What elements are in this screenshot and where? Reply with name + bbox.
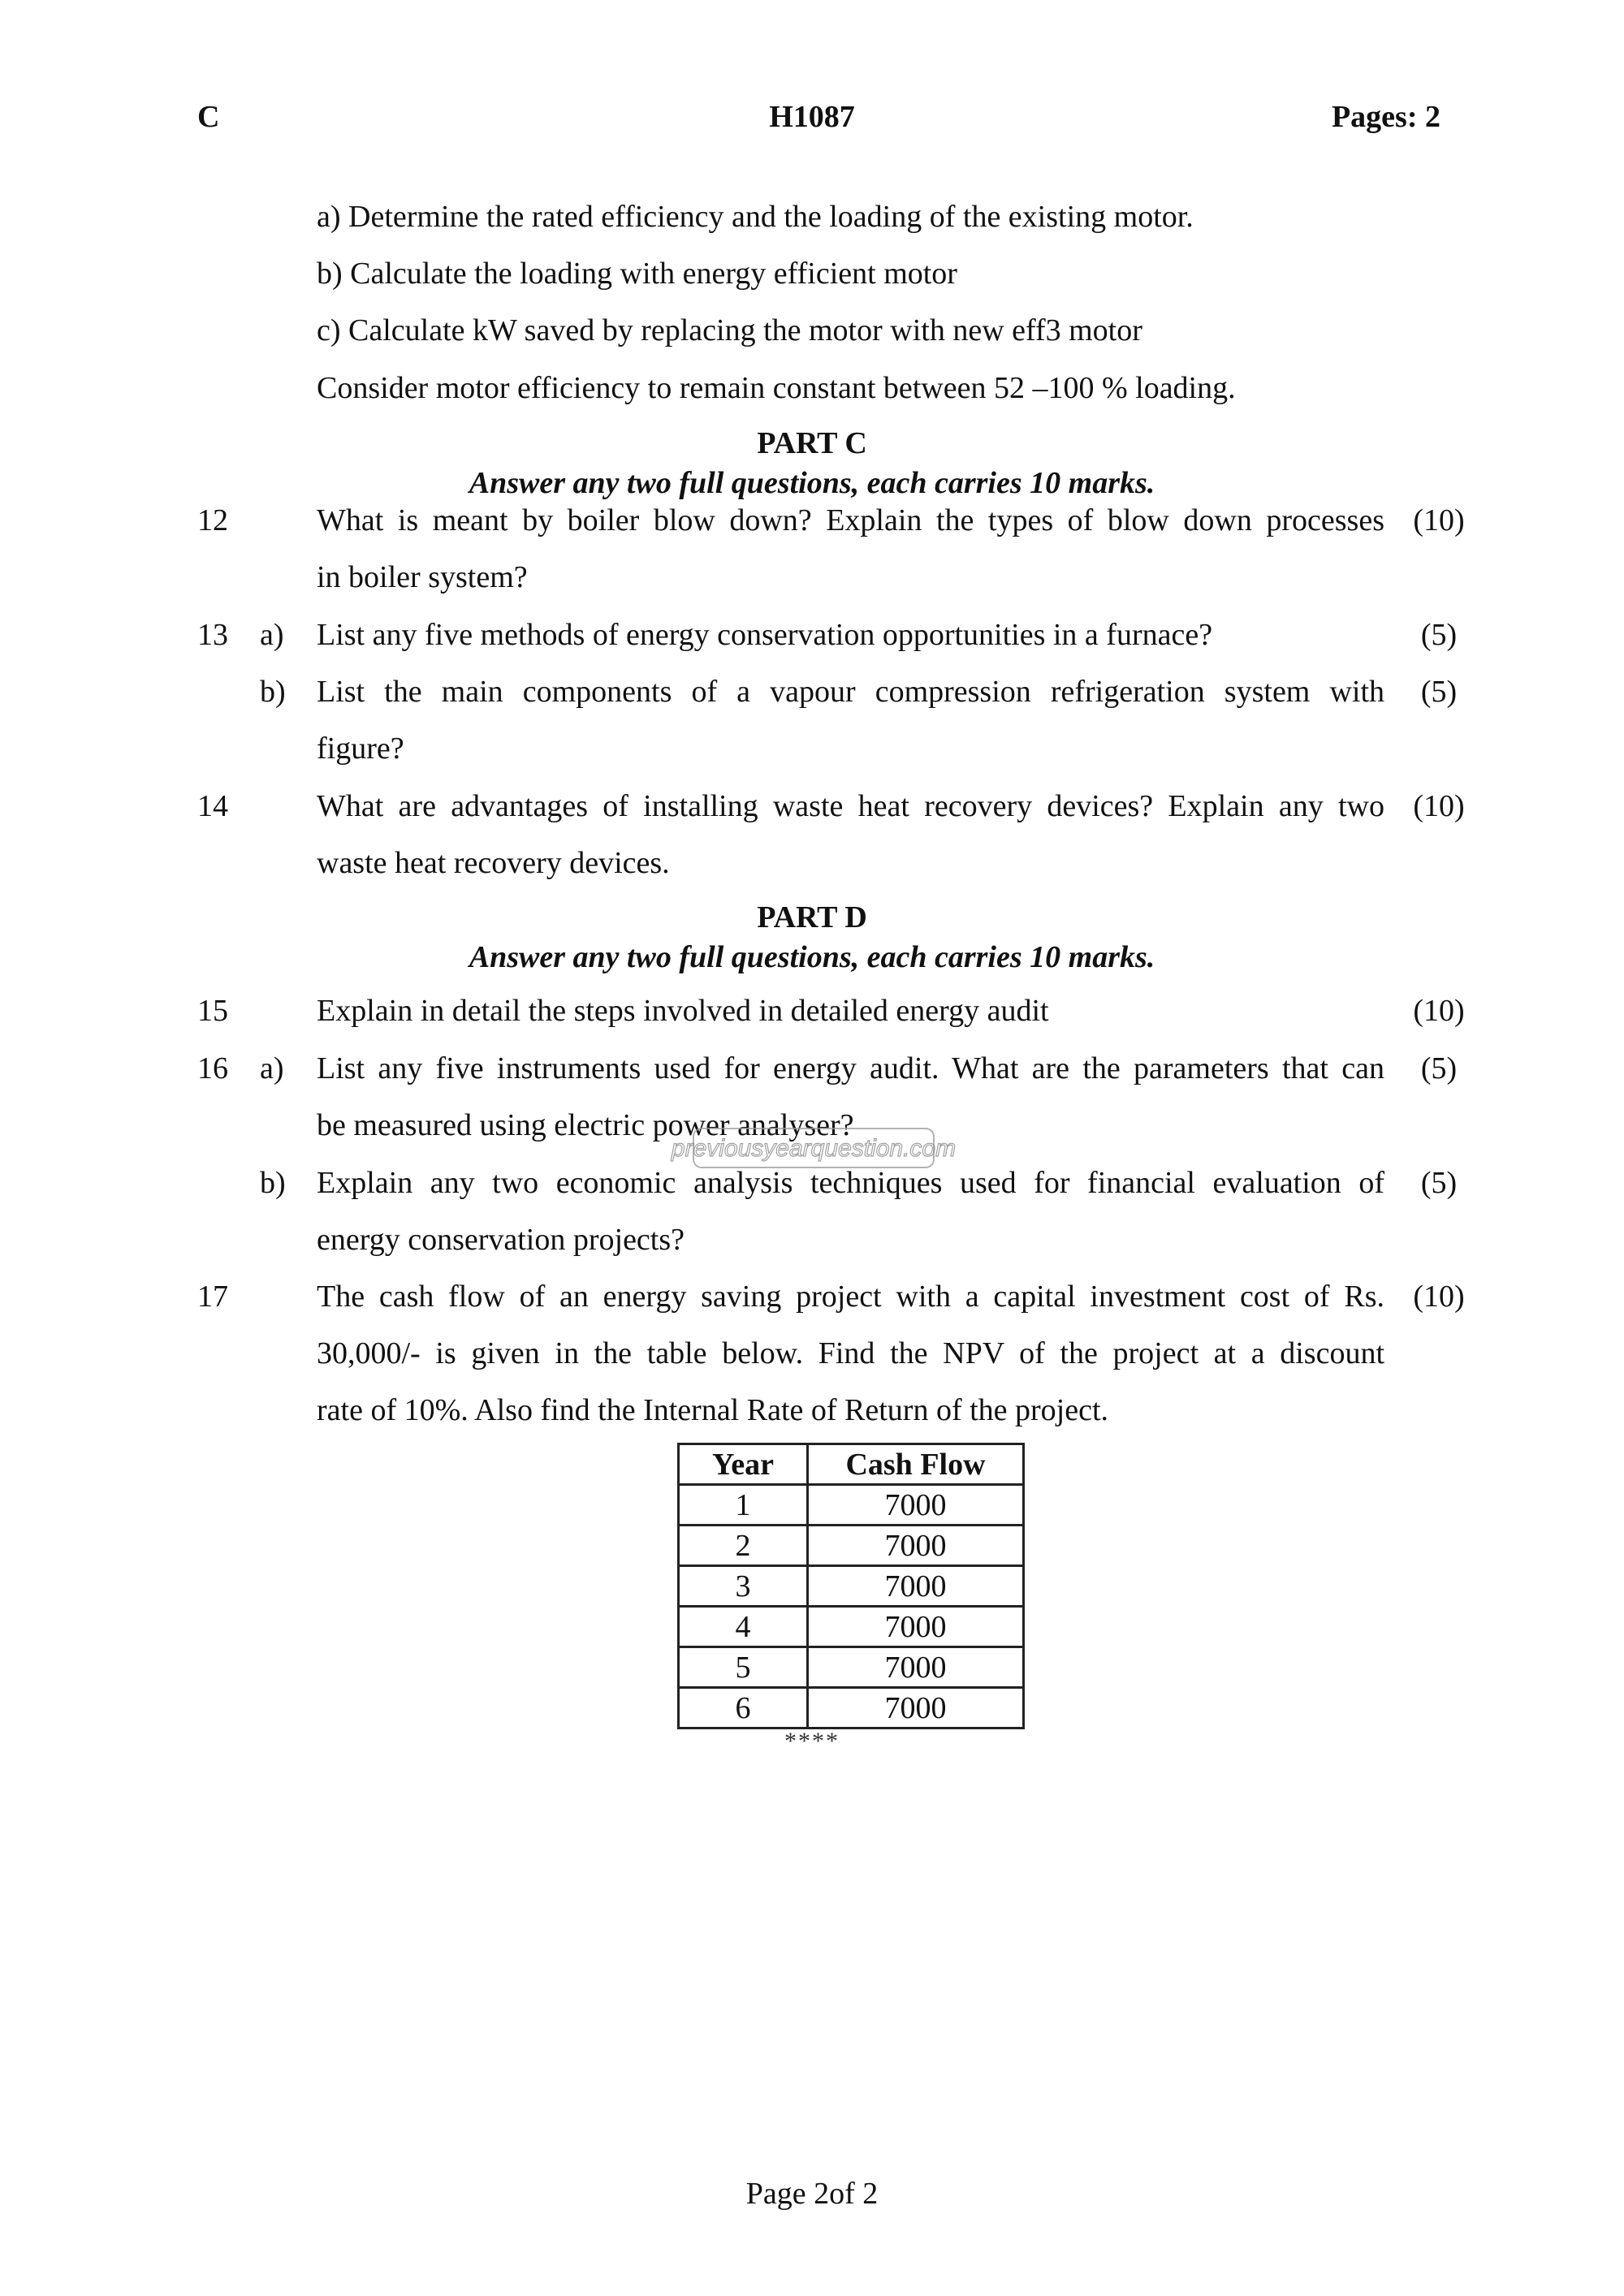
question-marks: (5): [1420, 618, 1458, 652]
table-row: [679, 1566, 1024, 1607]
question-text: waste heat recovery devices.: [317, 846, 670, 880]
part-d-instruction: Answer any two full questions, each carries 10 marks.: [469, 940, 1155, 974]
question-number: 14: [197, 789, 228, 823]
header-pages: Pages: 2: [1331, 100, 1440, 134]
question-text: List any five instruments used for energy audit. What are the parameters that can: [317, 1051, 1384, 1085]
table-cell-year: 5: [679, 1647, 808, 1688]
question-text: List the main components of a vapour compression refrigeration system with: [317, 675, 1384, 709]
table-row: [679, 1485, 1024, 1526]
table-cell-cash-flow: 7000: [808, 1607, 1024, 1647]
question-text: What is meant by boiler blow down? Explain the types of blow down processes: [317, 503, 1384, 537]
table-cell-year: 4: [679, 1607, 808, 1647]
question-text: in boiler system?: [317, 560, 528, 594]
svg-text:previousyearquestion.com: previousyearquestion.com: [671, 1135, 957, 1162]
question-text: be measured using electric power analyser?: [317, 1108, 854, 1142]
question-text: List any five methods of energy conservation opportunities in a furnace?: [317, 618, 1213, 652]
question-marks: (10): [1413, 789, 1465, 823]
table-cell-year: 3: [679, 1566, 808, 1607]
sub-question-c: c) Calculate kW saved by replacing the motor with new eff3 motor: [317, 313, 1142, 347]
table-cell-cash-flow: 7000: [808, 1647, 1024, 1688]
question-text: figure?: [317, 732, 404, 766]
question-text: rate of 10%. Also find the Internal Rate of Return of the project.: [317, 1393, 1109, 1427]
question-marks: (5): [1420, 1051, 1458, 1085]
part-c-instruction: Answer any two full questions, each carries 10 marks.: [469, 466, 1155, 500]
question-number: 12: [197, 503, 228, 537]
question-number: 15: [197, 994, 228, 1028]
question-marks: (10): [1413, 1280, 1465, 1314]
cash-flow-table: [677, 1443, 1025, 1729]
header-code: H1087: [769, 100, 855, 134]
sub-question-a: a) Determine the rated efficiency and the loading of the existing motor.: [317, 200, 1194, 234]
table-cell-year: 2: [679, 1526, 808, 1566]
table-row: [679, 1688, 1024, 1728]
question-marks: (10): [1413, 994, 1465, 1028]
page-footer: Page 2of 2: [745, 2177, 879, 2211]
table-row: [679, 1647, 1024, 1688]
table-cell-cash-flow: 7000: [808, 1688, 1024, 1728]
question-text: Explain in detail the steps involved in detailed energy audit: [317, 994, 1049, 1028]
question-marks: (5): [1420, 675, 1458, 709]
question-marks: (5): [1420, 1166, 1458, 1200]
question-number: 17: [197, 1280, 228, 1314]
sub-label: b): [260, 675, 286, 709]
table-row: [679, 1526, 1024, 1566]
sub-label: a): [260, 1051, 284, 1085]
header-series: C: [197, 100, 220, 134]
question-text: 30,000/- is given in the table below. Find the NPV of the project at a discount: [317, 1336, 1384, 1370]
column-header-cash-flow: Cash Flow: [808, 1444, 1024, 1485]
column-header-year: Year: [679, 1444, 808, 1485]
sub-label: a): [260, 618, 284, 652]
question-text: The cash flow of an energy saving project with a capital investment cost of Rs.: [317, 1280, 1384, 1314]
question-text: energy conservation projects?: [317, 1223, 685, 1257]
question-number: 13: [197, 618, 228, 652]
end-marker: ****: [784, 1728, 840, 1754]
sub-label: b): [260, 1166, 286, 1200]
table-header-row: [679, 1444, 1024, 1485]
table-cell-cash-flow: 7000: [808, 1485, 1024, 1526]
part-d-title: PART D: [757, 900, 867, 934]
table-row: [679, 1607, 1024, 1647]
question-marks: (10): [1413, 503, 1465, 537]
sub-question-b: b) Calculate the loading with energy efficient motor: [317, 257, 957, 291]
question-number: 16: [197, 1051, 228, 1085]
question-text: Explain any two economic analysis techniques used for financial evaluation of: [317, 1166, 1384, 1200]
table-cell-year: 1: [679, 1485, 808, 1526]
table-cell-cash-flow: 7000: [808, 1526, 1024, 1566]
table-cell-cash-flow: 7000: [808, 1566, 1024, 1607]
part-c-title: PART C: [757, 426, 867, 460]
table-cell-year: 6: [679, 1688, 808, 1728]
question-text: What are advantages of installing waste heat recovery devices? Explain any two: [317, 789, 1384, 823]
sub-question-note: Consider motor efficiency to remain constant between 52 –100 % loading.: [317, 371, 1236, 405]
